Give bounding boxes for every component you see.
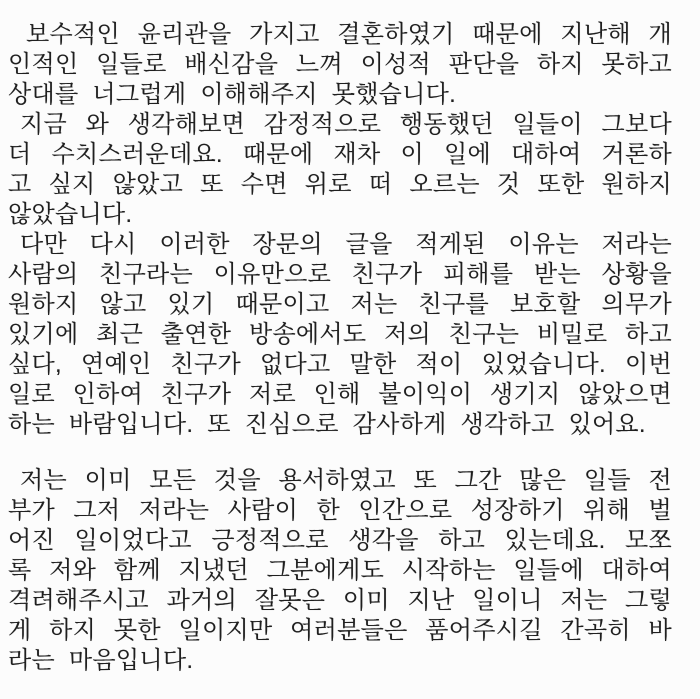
text-line: 고 싶지 않았고 또 수면 위로 떠 오르는 것 또한 원하지 bbox=[8, 171, 672, 198]
paragraph-2 bbox=[8, 110, 672, 230]
text-line: 보수적인 윤리관을 가지고 결혼하였기 때문에 지난해 개 bbox=[26, 21, 672, 48]
text-line: 상대를 너그럽게 이해해주지 못했습니다. bbox=[8, 81, 457, 108]
text-line: 격려해주시고 과거의 잘못은 이미 지난 일이니 저는 그렇 bbox=[8, 587, 672, 614]
text-line: 원하지 않고 있기 때문이고 저는 친구를 보호할 의무가 bbox=[8, 291, 672, 318]
paragraph-4 bbox=[8, 466, 672, 676]
text-line: 저는 이미 모든 것을 용서하였고 또 그간 많은 일들 전 bbox=[20, 467, 672, 494]
text-line: 인적인 일들로 배신감을 느껴 이성적 판단을 하지 못하고 bbox=[8, 51, 672, 78]
text-line: 않았습니다. bbox=[8, 201, 133, 228]
text-line: 부가 그저 저라는 사람이 한 인간으로 성장하기 위해 벌 bbox=[8, 497, 672, 524]
text-line: 록 저와 함께 지냈던 그분에게도 시작하는 일들에 대하여 bbox=[8, 557, 672, 584]
text-line: 다만 다시 이러한 장문의 글을 적게된 이유는 저라는 bbox=[20, 231, 672, 258]
text-line: 어진 일이었다고 긍정적으로 생각을 하고 있는데요. 모쪼 bbox=[8, 527, 672, 554]
text-line: 있기에 최근 출연한 방송에서도 저의 친구는 비밀로 하고 bbox=[8, 321, 672, 348]
paragraph-1 bbox=[8, 20, 672, 110]
text-line: 게 하지 못한 일이지만 여러분들은 품어주시길 간곡히 바 bbox=[8, 617, 672, 644]
text-line: 지금 와 생각해보면 감정적으로 행동했던 일들이 그보다 bbox=[20, 111, 672, 138]
text-line: 싶다, 연예인 친구가 없다고 말한 적이 있었습니다. 이번 bbox=[8, 351, 672, 378]
text-line: 더 수치스러운데요. 때문에 재차 이 일에 대하여 거론하 bbox=[8, 141, 672, 168]
paragraph-3 bbox=[8, 230, 672, 440]
text-line: 일로 인하여 친구가 저로 인해 불이익이 생기지 않았으면 bbox=[8, 381, 672, 408]
text-line: 라는 마음입니다. bbox=[8, 647, 194, 674]
text-line: 하는 바람입니다. 또 진심으로 감사하게 생각하고 있어요. bbox=[8, 411, 646, 438]
text-line: 사람의 친구라는 이유만으로 친구가 피해를 받는 상황을 bbox=[8, 261, 672, 288]
